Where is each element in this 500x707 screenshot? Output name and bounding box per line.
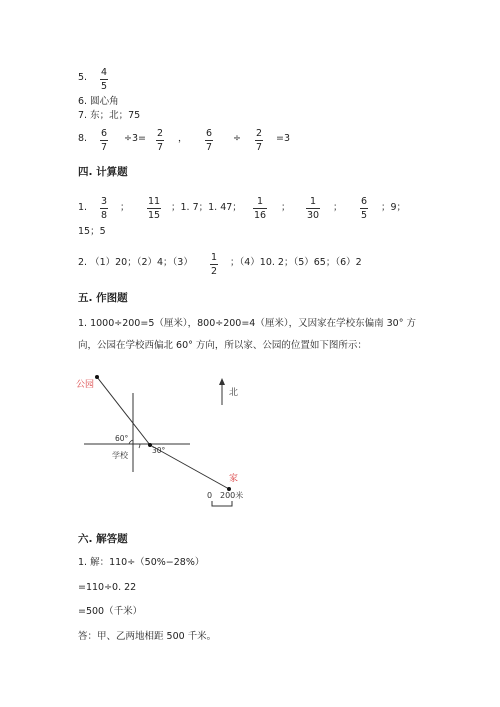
- scale-distance-label: 200米: [220, 491, 244, 500]
- fraction-numerator: 2: [157, 128, 164, 139]
- solution-answer: 答：甲、乙两地相距 500 千米。: [78, 631, 217, 642]
- scale-bar: [212, 501, 232, 506]
- q8-label: 8.: [78, 133, 88, 144]
- calc-values-1: ；1. 7；1. 47；: [171, 202, 242, 213]
- q8-result: =3: [276, 133, 291, 144]
- fraction-denominator: 5: [361, 210, 368, 221]
- calc-row1-continued: 15；5: [78, 226, 106, 237]
- fraction-numerator: 2: [256, 128, 263, 139]
- q5-label: 5.: [78, 72, 88, 83]
- fraction-numerator: 1: [211, 252, 218, 263]
- fraction-numerator: 1: [310, 196, 317, 207]
- school-label: 学校: [112, 451, 128, 460]
- angle-60-arc: [129, 440, 133, 444]
- fraction-denominator: 15: [148, 210, 161, 221]
- fraction-denominator: 5: [101, 81, 108, 92]
- fraction-denominator: 7: [157, 142, 164, 153]
- fraction-denominator: 7: [101, 142, 108, 153]
- park-label: 公园: [76, 380, 95, 390]
- scale-zero-label: 0: [207, 491, 213, 500]
- calc-row2-suffix: ；（4）10. 2；（5）65；（6）2: [230, 257, 362, 268]
- fraction-numerator: 11: [148, 196, 161, 207]
- solution-line-1: 1. 解：110÷（50%−28%）: [78, 557, 205, 568]
- calc-row1-label: 1.: [78, 202, 88, 213]
- solution-line-3: =500（千米）: [78, 606, 143, 617]
- angle-60-label: 60°: [115, 434, 129, 443]
- fraction-numerator: 6: [361, 196, 368, 207]
- park-point: [95, 375, 99, 379]
- q8-operator-2: ÷: [233, 133, 241, 144]
- section-4-title: 四. 计算题: [78, 166, 128, 178]
- fraction-numerator: 4: [101, 67, 108, 78]
- fraction-numerator: 6: [101, 128, 108, 139]
- north-label: 北: [229, 388, 239, 398]
- fraction-denominator: 7: [206, 142, 213, 153]
- home-label: 家: [229, 474, 239, 484]
- calc-sep-3: ；: [281, 202, 291, 213]
- fraction-numerator: 1: [257, 196, 264, 207]
- solution-line-2: =110÷0. 22: [78, 582, 137, 593]
- section-6-title: 六. 解答题: [78, 533, 128, 545]
- drawing-explanation-line-2: 向，公园在学校西偏北 60° 方向，所以家、公园的位置如下图所示：: [78, 340, 367, 351]
- section-5-title: 五. 作图题: [78, 292, 128, 304]
- fraction-numerator: 6: [206, 128, 213, 139]
- fraction-denominator: 8: [101, 210, 108, 221]
- q8-separator: ，: [178, 133, 188, 144]
- fraction-denominator: 16: [254, 210, 267, 221]
- calc-sep-4: ；: [333, 202, 343, 213]
- q6-answer: 6. 圆心角: [78, 96, 119, 107]
- fraction-numerator: 3: [101, 196, 108, 207]
- angle-30-label: 30°: [152, 446, 166, 455]
- north-arrow-icon: [219, 378, 225, 385]
- fraction-denominator: 7: [256, 142, 263, 153]
- calc-sep-1: ；: [120, 202, 130, 213]
- q7-answer: 7. 东；北；75: [78, 110, 141, 121]
- fraction-denominator: 30: [307, 210, 320, 221]
- drawing-explanation-line-1: 1. 1000÷200=5（厘米），800÷200=4（厘米），又因家在学校东偏南 30° 方: [78, 318, 416, 329]
- calc-values-5: ；9；: [381, 202, 407, 213]
- angle-30-arc: [139, 444, 140, 448]
- fraction-denominator: 2: [211, 266, 218, 277]
- calc-row2-prefix: 2. （1）20；（2）4；（3）: [78, 257, 193, 268]
- q8-operator-1: ÷3=: [124, 133, 146, 144]
